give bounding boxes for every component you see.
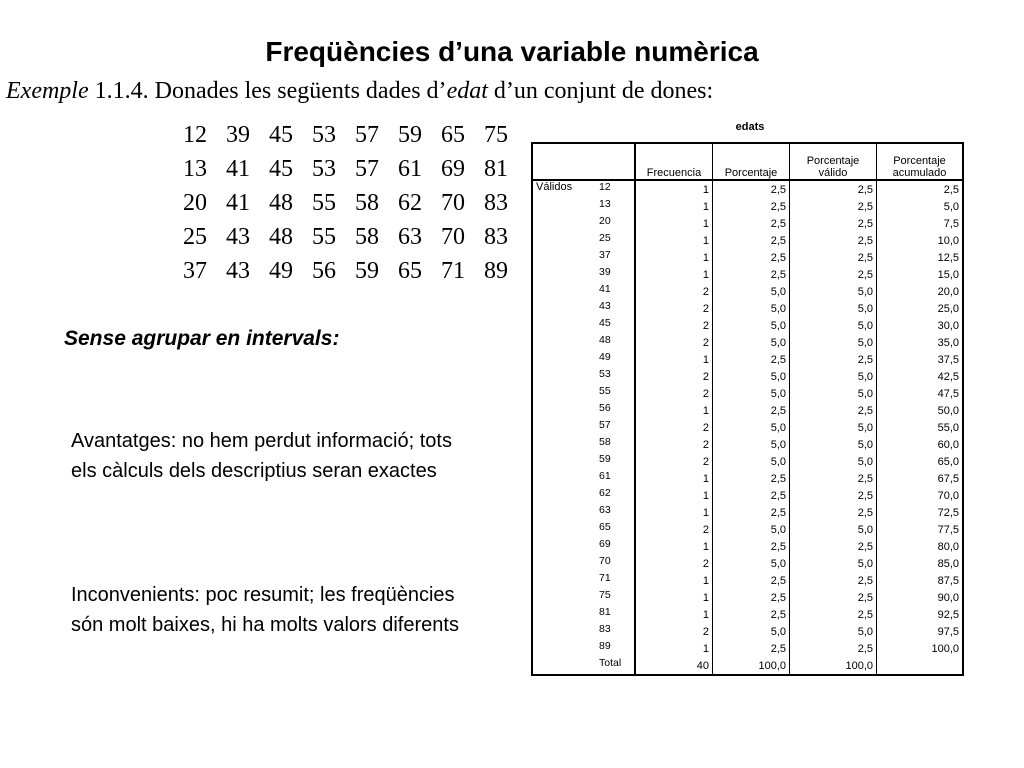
value-cell: 48 bbox=[596, 334, 635, 351]
age-value: 48 bbox=[269, 189, 293, 216]
valid-percent-cell: 2,5 bbox=[790, 487, 877, 504]
percent-cell: 2,5 bbox=[713, 180, 790, 198]
frequency-cell: 1 bbox=[635, 351, 713, 368]
table-row bbox=[532, 402, 963, 419]
example-text-2: d’un conjunt de dones: bbox=[487, 78, 714, 104]
age-value: 45 bbox=[269, 155, 293, 182]
frequency-cell: 1 bbox=[635, 402, 713, 419]
age-value: 43 bbox=[226, 223, 250, 250]
cumulative-percent-cell: 70,0 bbox=[937, 489, 959, 502]
ages-row bbox=[183, 118, 527, 152]
value-cell: 61 bbox=[596, 470, 635, 487]
age-value: 63 bbox=[398, 223, 422, 250]
table-row bbox=[532, 266, 963, 283]
frequency-cell: 2 bbox=[635, 623, 713, 640]
value-cell: 69 bbox=[596, 538, 635, 555]
age-value: 65 bbox=[398, 257, 422, 284]
frequency-cell: 1 bbox=[635, 640, 713, 657]
percent-cell: 2,5 bbox=[713, 640, 790, 657]
table-row bbox=[532, 368, 963, 385]
cumulative-percent-cell: 42,5 bbox=[937, 370, 959, 383]
table-header-row bbox=[532, 143, 963, 180]
percent-cell: 5,0 bbox=[713, 368, 790, 385]
slide-title: Freqüències d’una variable numèrica bbox=[265, 36, 759, 67]
valid-percent-cell: 5,0 bbox=[790, 385, 877, 402]
cumulative-percent-cell: 15,0 bbox=[937, 268, 959, 281]
table-row bbox=[532, 487, 963, 504]
example-statement bbox=[6, 78, 713, 105]
percent-cell: 2,5 bbox=[713, 215, 790, 232]
value-cell: 43 bbox=[596, 300, 635, 317]
table-row bbox=[532, 198, 963, 215]
cumulative-percent-cell: 80,0 bbox=[937, 540, 959, 553]
ages-data-grid bbox=[183, 118, 527, 288]
cumulative-percent-cell: 65,0 bbox=[937, 455, 959, 468]
cumulative-percent-cell: 85,0 bbox=[937, 557, 959, 570]
value-cell: 58 bbox=[596, 436, 635, 453]
frequency-cell: 2 bbox=[635, 453, 713, 470]
valid-percent-cell: 5,0 bbox=[790, 368, 877, 385]
age-value: 48 bbox=[269, 223, 293, 250]
cumulative-percent-cell: 87,5 bbox=[937, 574, 959, 587]
header-vpct-line1: Porcentaje bbox=[806, 155, 860, 167]
table-row bbox=[532, 385, 963, 402]
valid-percent-cell: 5,0 bbox=[790, 555, 877, 572]
table-row bbox=[532, 640, 963, 657]
value-cell: 75 bbox=[596, 589, 635, 606]
age-value: 25 bbox=[183, 223, 207, 250]
value-cell: 70 bbox=[596, 555, 635, 572]
cumulative-percent-cell: 100,0 bbox=[931, 642, 959, 655]
age-value: 62 bbox=[398, 189, 422, 216]
age-value: 45 bbox=[269, 121, 293, 148]
valid-percent-cell: 2,5 bbox=[790, 606, 877, 623]
value-cell: 12 bbox=[596, 180, 635, 198]
ages-row bbox=[183, 186, 527, 220]
table-row bbox=[532, 419, 963, 436]
section-subtitle: Sense agrupar en intervals: bbox=[64, 327, 340, 350]
cumulative-percent-cell: 7,5 bbox=[943, 217, 959, 230]
valid-percent-cell: 5,0 bbox=[790, 419, 877, 436]
valid-percent-cell: 5,0 bbox=[790, 521, 877, 538]
header-porcentaje-valido bbox=[790, 143, 877, 180]
cumulative-percent-cell: 97,5 bbox=[937, 625, 959, 638]
table-row bbox=[532, 623, 963, 640]
frequency-table-title: edats bbox=[735, 121, 765, 133]
total-frequency: 40 bbox=[635, 657, 713, 675]
frequency-cell: 2 bbox=[635, 521, 713, 538]
age-value: 71 bbox=[441, 257, 465, 284]
percent-cell: 2,5 bbox=[713, 487, 790, 504]
valid-percent-cell: 5,0 bbox=[790, 300, 877, 317]
frequency-cell: 2 bbox=[635, 555, 713, 572]
table-row bbox=[532, 521, 963, 538]
example-prefix: Exemple bbox=[6, 78, 89, 104]
frequency-cell: 1 bbox=[635, 180, 713, 198]
percent-cell: 5,0 bbox=[713, 385, 790, 402]
value-cell: 53 bbox=[596, 368, 635, 385]
valid-percent-cell: 2,5 bbox=[790, 640, 877, 657]
valid-percent-cell: 2,5 bbox=[790, 351, 877, 368]
cumulative-percent-cell: 35,0 bbox=[937, 336, 959, 349]
percent-cell: 2,5 bbox=[713, 232, 790, 249]
percent-cell: 5,0 bbox=[713, 334, 790, 351]
value-cell: 20 bbox=[596, 215, 635, 232]
ages-row bbox=[183, 220, 527, 254]
percent-cell: 2,5 bbox=[713, 606, 790, 623]
advantages-text: Avantatges: no hem perdut informació; tots els càlculs dels descriptius seran exactes bbox=[71, 430, 452, 482]
value-cell: 65 bbox=[596, 521, 635, 538]
age-value: 53 bbox=[312, 155, 336, 182]
ages-row bbox=[183, 254, 527, 288]
percent-cell: 2,5 bbox=[713, 351, 790, 368]
example-variable: edat bbox=[446, 78, 488, 104]
age-value: 81 bbox=[484, 155, 508, 182]
table-row bbox=[532, 470, 963, 487]
value-cell: 41 bbox=[596, 283, 635, 300]
cumulative-percent-cell: 90,0 bbox=[937, 591, 959, 604]
age-value: 53 bbox=[312, 121, 336, 148]
age-value: 39 bbox=[226, 121, 250, 148]
table-row bbox=[532, 180, 963, 198]
table-row bbox=[532, 283, 963, 300]
percent-cell: 2,5 bbox=[713, 470, 790, 487]
age-value: 55 bbox=[312, 223, 336, 250]
total-row bbox=[532, 657, 963, 675]
table-row bbox=[532, 232, 963, 249]
cumulative-percent-cell: 60,0 bbox=[937, 438, 959, 451]
valid-percent-cell: 2,5 bbox=[790, 470, 877, 487]
age-value: 59 bbox=[398, 121, 422, 148]
age-value: 83 bbox=[484, 223, 508, 250]
table-row bbox=[532, 606, 963, 623]
cumulative-percent-cell: 25,0 bbox=[937, 302, 959, 315]
cumulative-percent-cell: 55,0 bbox=[937, 421, 959, 434]
valid-percent-cell: 5,0 bbox=[790, 623, 877, 640]
table-row bbox=[532, 538, 963, 555]
age-value: 89 bbox=[484, 257, 508, 284]
value-cell: 62 bbox=[596, 487, 635, 504]
table-row bbox=[532, 300, 963, 317]
frequency-cell: 2 bbox=[635, 283, 713, 300]
age-value: 69 bbox=[441, 155, 465, 182]
age-value: 65 bbox=[441, 121, 465, 148]
table-row bbox=[532, 249, 963, 266]
value-cell: 13 bbox=[596, 198, 635, 215]
frequency-cell: 2 bbox=[635, 317, 713, 334]
table-row bbox=[532, 504, 963, 521]
valid-percent-cell: 2,5 bbox=[790, 572, 877, 589]
header-blank-value bbox=[596, 143, 635, 180]
value-cell: 25 bbox=[596, 232, 635, 249]
valid-percent-cell: 2,5 bbox=[790, 266, 877, 283]
age-value: 57 bbox=[355, 121, 379, 148]
percent-cell: 5,0 bbox=[713, 521, 790, 538]
frequency-cell: 1 bbox=[635, 266, 713, 283]
table-row bbox=[532, 215, 963, 232]
frequency-cell: 2 bbox=[635, 385, 713, 402]
valid-percent-cell: 5,0 bbox=[790, 283, 877, 300]
percent-cell: 5,0 bbox=[713, 623, 790, 640]
frequency-cell: 1 bbox=[635, 572, 713, 589]
disadvantages-text: Inconvenients: poc resumit; les freqüències són molt baixes, hi ha molts valors diferents bbox=[71, 584, 459, 636]
header-vpct-line2: válido bbox=[818, 167, 848, 179]
age-value: 70 bbox=[441, 223, 465, 250]
age-value: 12 bbox=[183, 121, 207, 148]
header-blank-label bbox=[532, 143, 596, 180]
value-cell: 56 bbox=[596, 402, 635, 419]
header-cum-line1: Porcentaje bbox=[893, 155, 946, 167]
frequency-cell: 2 bbox=[635, 334, 713, 351]
percent-cell: 5,0 bbox=[713, 419, 790, 436]
percent-cell: 5,0 bbox=[713, 555, 790, 572]
valid-percent-cell: 5,0 bbox=[790, 317, 877, 334]
value-cell: 37 bbox=[596, 249, 635, 266]
age-value: 37 bbox=[183, 257, 207, 284]
table-row bbox=[532, 436, 963, 453]
total-valid-percent: 100,0 bbox=[790, 657, 877, 675]
percent-cell: 2,5 bbox=[713, 198, 790, 215]
frequency-cell: 1 bbox=[635, 589, 713, 606]
table-row bbox=[532, 351, 963, 368]
header-porcentaje: Porcentaje bbox=[713, 143, 790, 180]
age-value: 13 bbox=[183, 155, 207, 182]
percent-cell: 2,5 bbox=[713, 249, 790, 266]
value-cell: 45 bbox=[596, 317, 635, 334]
header-cum-line2: acumulado bbox=[892, 167, 947, 179]
value-cell: 49 bbox=[596, 351, 635, 368]
value-cell: 59 bbox=[596, 453, 635, 470]
age-value: 61 bbox=[398, 155, 422, 182]
frequency-cell: 1 bbox=[635, 232, 713, 249]
percent-cell: 2,5 bbox=[713, 538, 790, 555]
percent-cell: 5,0 bbox=[713, 453, 790, 470]
age-value: 58 bbox=[355, 223, 379, 250]
value-cell: 71 bbox=[596, 572, 635, 589]
cumulative-percent-cell: 20,0 bbox=[937, 285, 959, 298]
percent-cell: 5,0 bbox=[713, 317, 790, 334]
header-porcentaje-acumulado bbox=[877, 143, 964, 180]
frequency-cell: 1 bbox=[635, 198, 713, 215]
table-row bbox=[532, 589, 963, 606]
valid-percent-cell: 2,5 bbox=[790, 215, 877, 232]
cumulative-percent-cell: 10,0 bbox=[937, 234, 959, 247]
cumulative-percent-cell: 5,0 bbox=[943, 200, 959, 213]
frequency-cell: 1 bbox=[635, 487, 713, 504]
age-value: 43 bbox=[226, 257, 250, 284]
example-text-1: Donades les següents dades d’ bbox=[154, 78, 447, 104]
header-frecuencia: Frecuencia bbox=[635, 143, 713, 180]
table-row bbox=[532, 555, 963, 572]
percent-cell: 2,5 bbox=[713, 402, 790, 419]
frequency-cell: 1 bbox=[635, 504, 713, 521]
age-value: 83 bbox=[484, 189, 508, 216]
value-cell: 89 bbox=[596, 640, 635, 657]
valid-percent-cell: 5,0 bbox=[790, 436, 877, 453]
age-value: 70 bbox=[441, 189, 465, 216]
cumulative-percent-cell: 50,0 bbox=[937, 404, 959, 417]
age-value: 41 bbox=[226, 155, 250, 182]
valid-percent-cell: 2,5 bbox=[790, 180, 877, 198]
age-value: 59 bbox=[355, 257, 379, 284]
percent-cell: 2,5 bbox=[713, 504, 790, 521]
cumulative-percent-cell: 12,5 bbox=[937, 251, 959, 264]
frequency-table bbox=[531, 142, 964, 676]
value-cell: 81 bbox=[596, 606, 635, 623]
percent-cell: 5,0 bbox=[713, 283, 790, 300]
age-value: 58 bbox=[355, 189, 379, 216]
valid-percent-cell: 2,5 bbox=[790, 249, 877, 266]
ages-row bbox=[183, 152, 527, 186]
table-row bbox=[532, 453, 963, 470]
age-value: 57 bbox=[355, 155, 379, 182]
valid-percent-cell: 2,5 bbox=[790, 402, 877, 419]
cumulative-percent-cell: 47,5 bbox=[937, 387, 959, 400]
total-cumulative bbox=[877, 657, 964, 675]
percent-cell: 5,0 bbox=[713, 300, 790, 317]
example-number: 1.1.4. bbox=[94, 78, 149, 104]
table-row bbox=[532, 317, 963, 334]
cumulative-percent-cell: 30,0 bbox=[937, 319, 959, 332]
valid-percent-cell: 2,5 bbox=[790, 198, 877, 215]
age-value: 49 bbox=[269, 257, 293, 284]
value-cell: 63 bbox=[596, 504, 635, 521]
value-cell: 55 bbox=[596, 385, 635, 402]
frequency-cell: 2 bbox=[635, 368, 713, 385]
valid-percent-cell: 2,5 bbox=[790, 504, 877, 521]
frequency-cell: 1 bbox=[635, 215, 713, 232]
value-cell: 83 bbox=[596, 623, 635, 640]
valid-percent-cell: 2,5 bbox=[790, 589, 877, 606]
age-value: 75 bbox=[484, 121, 508, 148]
cumulative-percent-cell: 92,5 bbox=[937, 608, 959, 621]
frequency-cell: 1 bbox=[635, 249, 713, 266]
cumulative-percent-cell: 77,5 bbox=[937, 523, 959, 536]
age-value: 41 bbox=[226, 189, 250, 216]
total-percent: 100,0 bbox=[713, 657, 790, 675]
cumulative-percent-cell: 37,5 bbox=[937, 353, 959, 366]
valid-percent-cell: 2,5 bbox=[790, 232, 877, 249]
group-label: Válidos bbox=[536, 181, 573, 193]
table-row bbox=[532, 334, 963, 351]
valid-percent-cell: 2,5 bbox=[790, 538, 877, 555]
percent-cell: 2,5 bbox=[713, 572, 790, 589]
valid-percent-cell: 5,0 bbox=[790, 334, 877, 351]
frequency-cell: 1 bbox=[635, 606, 713, 623]
frequency-cell: 2 bbox=[635, 300, 713, 317]
age-value: 56 bbox=[312, 257, 336, 284]
percent-cell: 5,0 bbox=[713, 436, 790, 453]
table-row bbox=[532, 572, 963, 589]
percent-cell: 2,5 bbox=[713, 266, 790, 283]
frequency-cell: 2 bbox=[635, 436, 713, 453]
frequency-cell: 2 bbox=[635, 419, 713, 436]
age-value: 20 bbox=[183, 189, 207, 216]
percent-cell: 2,5 bbox=[713, 589, 790, 606]
cumulative-percent-cell: 72,5 bbox=[937, 506, 959, 519]
frequency-cell: 1 bbox=[635, 470, 713, 487]
value-cell: 39 bbox=[596, 266, 635, 283]
value-cell: 57 bbox=[596, 419, 635, 436]
valid-percent-cell: 5,0 bbox=[790, 453, 877, 470]
cumulative-percent-cell: 67,5 bbox=[937, 472, 959, 485]
total-label: Total bbox=[596, 657, 635, 675]
cumulative-percent-cell: 2,5 bbox=[943, 183, 959, 196]
age-value: 55 bbox=[312, 189, 336, 216]
frequency-cell: 1 bbox=[635, 538, 713, 555]
